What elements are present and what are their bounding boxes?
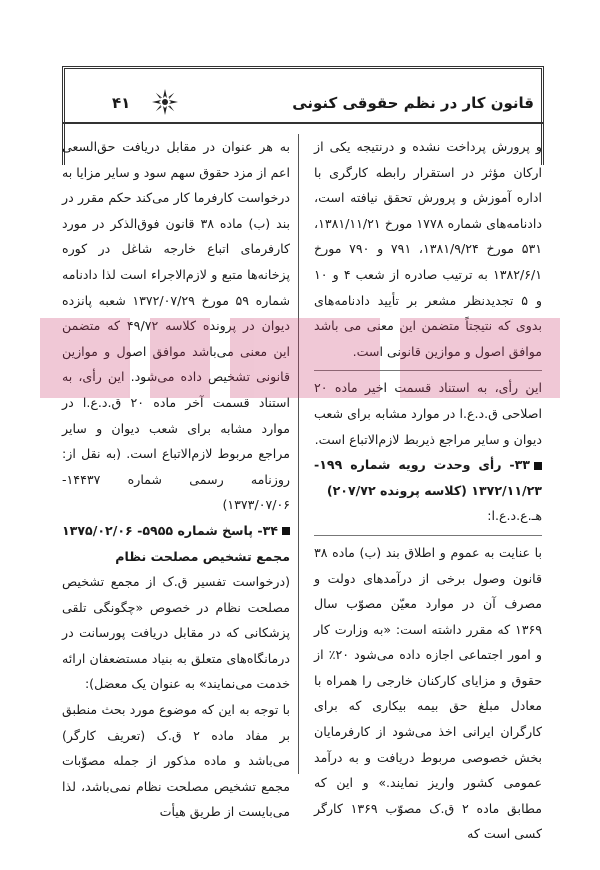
column-divider	[298, 134, 299, 774]
header-rule	[62, 122, 544, 124]
paragraph: با عنایت به عموم و اطلاق بند (ب) ماده ۳۸ قانون وصول برخی از درآمدهای دولت و مصرف آن در موارد معیّن مصوّب سال ۱۳۶۹ که مقرر داشته است: «به وزارت کار و امور اجتماعی اجازه داده می‌شود ۲۰٪ از حقوق و مزایای کارکنان خارجی را همراه با معادل مبلغ حق بیمه بیکاری که برای کارگران ایرانی اخذ می‌شود از کارفرمایان بخش خصوصی مربوط دریافت و به درآمد عمومی کشور واریز نمایند.» و این که مطابق ماده ۲ ق.ک مصوّب ۱۳۶۹ کارگر کسی است که	[314, 544, 542, 842]
section-heading-text: ۳۴- پاسخ شماره ۵۹۵۵- ۱۳۷۵/۰۲/۰۶ مجمع تشخیص مصلحت نظام	[62, 522, 290, 564]
section-heading-text: ۳۳- رأی وحدت رویه شماره ۱۹۹- ۱۳۷۲/۱۱/۲۳ (کلاسه پرونده ۲۰۷/۷۲)	[314, 457, 542, 498]
rosette-icon	[150, 87, 180, 117]
paragraph-divider	[314, 535, 542, 536]
paragraph: (درخواست تفسیر ق.ک از مجمع تشخیص مصلحت نظام در خصوص «چگونگی تلقی پزشکانی که در مقابل دریافت پورسانت در درمانگاه‌های متعلق به بنیاد مستضعفان ارائه خدمت می‌نمایند» به عنوان یک معضل):	[62, 574, 290, 692]
black-square-icon	[282, 527, 290, 535]
page-header	[62, 86, 544, 120]
black-square-icon	[534, 462, 542, 470]
book-title: قانون کار در نظم حقوقی کنونی	[292, 94, 534, 112]
paragraph: این رأی، به استناد قسمت اخیر ماده ۲۰ اصلاحی ق.د.ع.ا در موارد مشابه برای شعب دیوان و سایر مراجع ذیربط لازم‌الاتباع است.	[314, 380, 542, 447]
section-heading	[314, 452, 542, 503]
paragraph: با توجه به این که موضوع مورد بحث منطبق بر مفاد ماده ۲ ق.ک (تعریف کارگر) می‌باشد و ماده مذکور از جمله مصوّبات مجمع تشخیص مصلحت نظام نمی‌باشد، لذا می‌بایست از طریق هیأت	[62, 702, 290, 820]
section-source: هـ.ع.د.ع.ا:	[487, 508, 542, 524]
paragraph-divider	[314, 370, 542, 371]
left-column	[62, 134, 290, 825]
paragraph: و پرورش پرداخت نشده و درنتیجه یکی از ارکان مؤثر در استقرار رابطه کارگری با اداره آموزش و پرورش تحقق نیافته است، دادنامه‌های شماره ۱۷۷۸ مورخ ۱۳۸۱/۱۱/۲۱، ۵۳۱ مورخ ۱۳۸۱/۹/۲۴، ۷۹۱ و ۷۹۰ مورخ ۱۳۸۲/۶/۱ به ترتیب صادره از شعب ۴ و ۱۰ و ۵ تجدیدنظر مشعر بر تأیید دادنامه‌های بدوی که نتیجتاً متضمن این معنی می باشد موافق اصول و موازین قانونی است.	[314, 139, 543, 359]
paragraph: به هر عنوان در مقابل دریافت حق‌السعی اعم از مزد حقوق سهم سود و سایر مزایا به درخواست کارفرما کار می‌کند حکم مقرر در بند (ب) ماده ۳۸ قانون فوق‌الذکر در مورد کارفرمای اتباع خارجه شاغل در کوره پزخانه‌ها متبع و لازم‌الاجراء است لذا دادنامه شماره ۵۹ مورخ ۱۳۷۲/۰۷/۲۹ شعبه پانزده دیوان در پرونده کلاسه ۴۹/۷۲ که متضمن این معنی می‌باشد موافق اصول و موازین قانونی تشخیص داده می‌شود. این رأی، به استناد قسمت آخر ماده ۲۰ ق.د.ع.ا در موارد مشابه برای شعب دیوان و سایر مراجع مربوط لازم‌الاتباع است. (به نقل از: روزنامه رسمی شماره ۱۴۴۳۷- ۱۳۷۳/۰۷/۰۶)	[62, 139, 291, 513]
section-heading	[62, 518, 290, 569]
right-column	[314, 134, 542, 847]
page-number: ۴۱	[112, 94, 131, 112]
